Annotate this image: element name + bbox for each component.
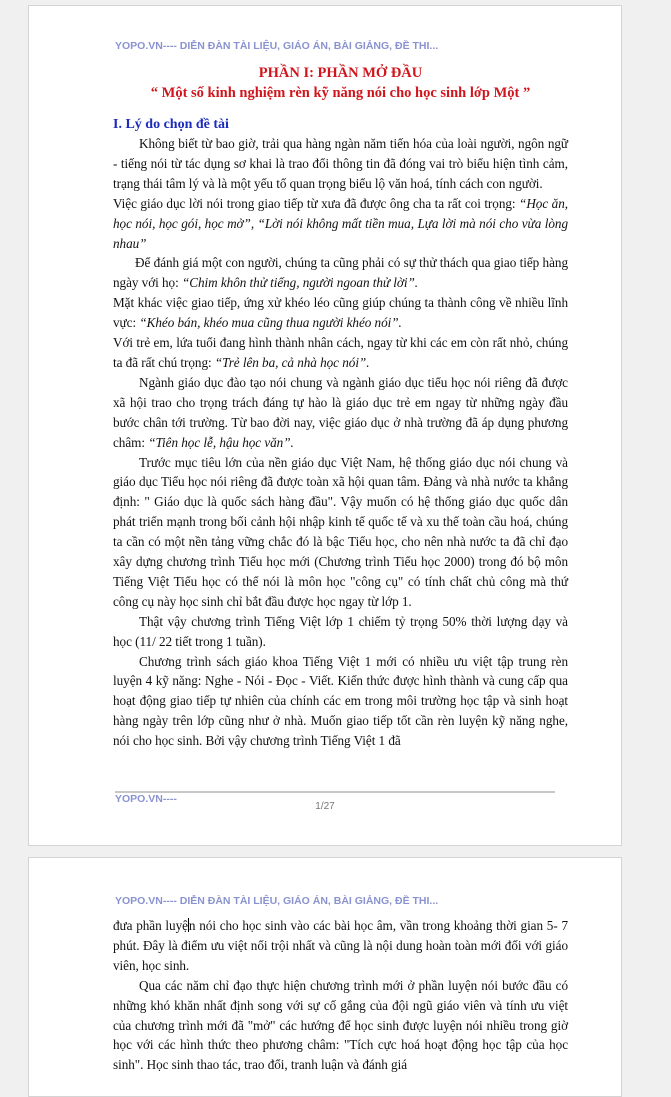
footer-logo: YOPO.VN----	[115, 793, 177, 805]
paragraph-text: Mặt khác việc giao tiếp, ứng xử khéo léo cũng giúp chúng ta thành công về nhiều lĩnh vực:	[113, 295, 568, 331]
document-page-2	[28, 857, 622, 1097]
paragraph	[113, 333, 568, 373]
paragraph-text: Để đánh giá một con người, chúng ta cũng phải có sự thử thách qua giao tiếp hàng ngày với họ:	[113, 255, 568, 291]
paragraph	[113, 373, 568, 453]
page-header: YOPO.VN---- DIỄN ĐÀN TÀI LIỆU, GIÁO ÁN, BÀI GIẢNG, ĐỀ THI...	[115, 895, 439, 907]
paragraph	[113, 293, 568, 333]
paragraph: Qua các năm chỉ đạo thực hiện chương trình mới ở phần luyện nói bước đầu có những khó khăn nhất định song với sự cố gắng của đội ngũ giáo viên và tính ưu việt của chương trình mới đã "mở" các hướng để học sinh được luyện nói nhiều trong giờ học với các hình thức theo phương châm: "Tích cực hoá hoạt động học tập của học sinh". Học sinh thao tác, trao đổi, tranh luận và đánh giá	[113, 977, 568, 1073]
quote: “Chim khôn thử tiếng, người ngoan thử lời”.	[181, 275, 419, 291]
page-body	[113, 916, 568, 1075]
page-header: YOPO.VN---- DIỄN ĐÀN TÀI LIỆU, GIÁO ÁN, BÀI GIẢNG, ĐỀ THI...	[115, 40, 439, 52]
paragraph-text: Ngành giáo dục đào tạo nói chung và ngành giáo dục tiểu học nói riêng đã được xã hội trao cho trọng trách đáng tự hào là giáo dục trẻ em ngay từ những ngày đầu bước chân tới trường. Từ bao đời nay, việc giáo dục ở nhà trường đã áp dụng phương châm:	[113, 374, 568, 450]
document-page-1	[28, 5, 622, 846]
paragraph	[113, 253, 568, 293]
quote: “Khéo bán, khéo mua cũng thua người khéo nói”.	[139, 315, 402, 331]
paragraph: Trước mục tiêu lớn của nền giáo dục Việt Nam, hệ thống giáo dục nói chung và giáo dục Tiểu học nói riêng đã được toàn xã hội quan tâm. Đảng và nhà nước ta khẳng định: " Giáo dục là quốc sách hàng đầu". Vậy muốn có hệ thống giáo dục quốc dân phát triển mạnh trong bối cảnh hội nhập kinh tế quốc tế và xu thế toàn cầu hoá, chúng ta cần có một nền tảng vững chắc đó là bậc Tiểu học, cho nên nhà nước ta đã chỉ đạo xây dựng chương trình Tiểu học mới (Chương trình Tiểu học 2000) trong đó bộ môn Tiếng Việt Tiểu học có thể nói là môn học "công cụ" có tính chất chủ công mà thứ công cụ này học sinh chỉ bắt đầu được học ngay từ lớp 1.	[113, 454, 568, 609]
page-number: 1/27	[315, 801, 335, 812]
paragraph-text: Việc giáo dục lời nói trong giao tiếp từ xưa đã được ông cha ta rất coi trọng:	[113, 195, 520, 211]
paragraph: Không biết từ bao giờ, trải qua hàng ngàn năm tiến hóa của loài người, ngôn ngữ - tiếng nói từ tác dụng sơ khai là trao đổi thông tin đã đóng vai trò biểu hiện tình cảm, trạng thái tâm lý và là một yếu tố quan trọng biểu lộ văn hoá, tính cách con người.	[113, 136, 568, 191]
page-body	[113, 63, 568, 751]
quote: “Tiên học lễ, hậu học văn”.	[148, 434, 294, 450]
paragraph-text: đưa phần luyệ	[113, 918, 188, 933]
paragraph: Thật vậy chương trình Tiếng Việt lớp 1 chiếm tỷ trọng 50% thời lượng dạy và học (11/ 22 tiết trong 1 tuần).	[113, 613, 568, 649]
quote: “Học ăn, học nói, học gói, học mở”, “Lời nói không mất tiền mua, Lựa lời mà nói cho vừa lòng nhau”	[113, 195, 568, 251]
paragraph-text: Với trẻ em, lứa tuổi đang hình thành nhân cách, ngay từ khi các em còn rất nhỏ, chúng ta đã rất chú trọng:	[113, 335, 568, 370]
paragraph[interactable]	[113, 916, 568, 976]
quote: “Trẻ lên ba, cả nhà học nói”.	[214, 354, 370, 370]
part-title: PHẦN I: PHẦN MỞ ĐẦU	[258, 65, 423, 81]
section-heading: I. Lý do chọn đề tài	[113, 117, 229, 132]
paragraph	[113, 194, 568, 254]
footer-divider	[115, 791, 555, 793]
document-subtitle: “ Một số kinh nghiệm rèn kỹ năng nói cho học sinh lớp Một ”	[150, 85, 531, 101]
paragraph-text: n nói cho học sinh vào các bài học âm, vần trong khoảng thời gian 5- 7 phút. Đây là điểm ưu việt nổi trội nhất và cũng là nội dung hoàn toàn mới đối với giáo viên, học sinh.	[113, 918, 568, 973]
paragraph: Chương trình sách giáo khoa Tiếng Việt 1 mới có nhiều ưu việt tập trung rèn luyện 4 kỹ năng: Nghe - Nói - Đọc - Viết. Kiến thức được hình thành và cung cấp qua hoạt động giao tiếp tự nhiên của chính các em trong môi trường học tập và sinh hoạt hàng ngày trên lớp cũng như ở nhà. Muốn giao tiếp tốt cần rèn luyện kỹ năng nghe, nói cho học sinh. Bởi vậy chương trình Tiếng Việt 1 đã	[113, 653, 568, 749]
